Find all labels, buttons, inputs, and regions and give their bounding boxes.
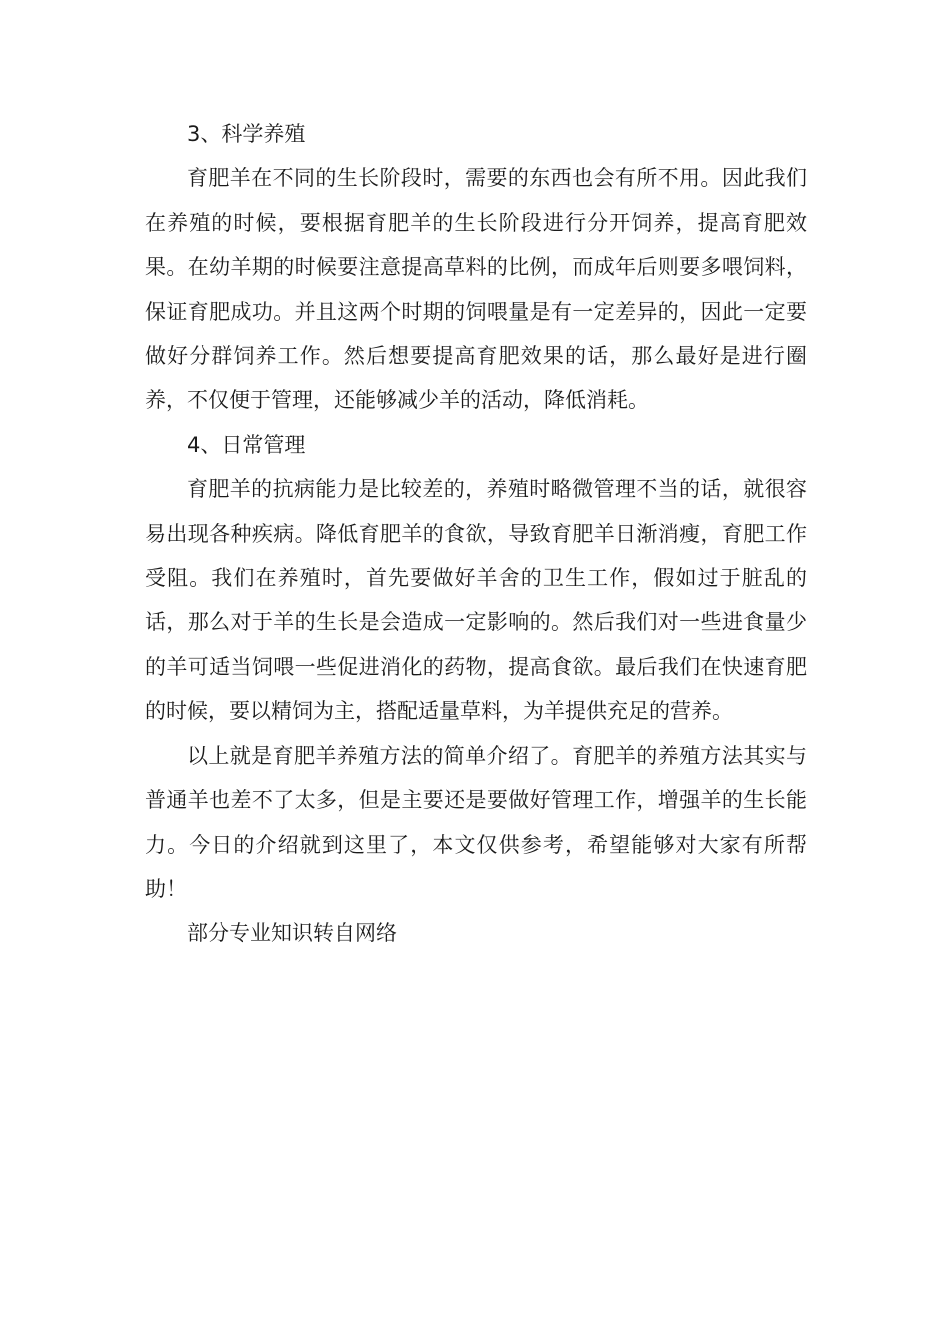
section-heading-3: 3、科学养殖 <box>187 122 306 146</box>
document-body <box>145 112 807 956</box>
source-note: 部分专业知识转自网络 <box>187 921 397 946</box>
conclusion-paragraph: 以上就是育肥羊养殖方法的简单介绍了。育肥羊的养殖方法其实与普通羊也差不了太多，但是主要还是要做好管理工作，增强羊的生长能力。今日的介绍就到这里了，本文仅供参考，希望能够对大家有所帮助！ <box>145 743 807 901</box>
section-3-paragraph: 育肥羊在不同的生长阶段时，需要的东西也会有所不用。因此我们在养殖的时候，要根据育肥羊的生长阶段进行分开饲养，提高育肥效果。在幼羊期的时候要注意提高草料的比例，而成年后则要多喂饲料，保证育肥成功。并且这两个时期的饲喂量是有一定差异的，因此一定要做好分群饲养工作。然后想要提高育肥效果的话，那么最好是进行圈养，不仅便于管理，还能够减少羊的活动，降低消耗。 <box>145 166 807 413</box>
section-heading-4: 4、日常管理 <box>187 432 306 457</box>
section-4-paragraph: 育肥羊的抗病能力是比较差的，养殖时略微管理不当的话，就很容易出现各种疾病。降低育肥羊的食欲，导致育肥羊日渐消瘦，育肥工作受阻。我们在养殖时，首先要做好羊舍的卫生工作，假如过于脏乱的话，那么对于羊的生长是会造成一定影响的。然后我们对一些进食量少的羊可适当饲喂一些促进消化的药物，提高食欲。最后我们在快速育肥的时候，要以精饲为主，搭配适量草料，为羊提供充足的营养。 <box>145 477 807 724</box>
